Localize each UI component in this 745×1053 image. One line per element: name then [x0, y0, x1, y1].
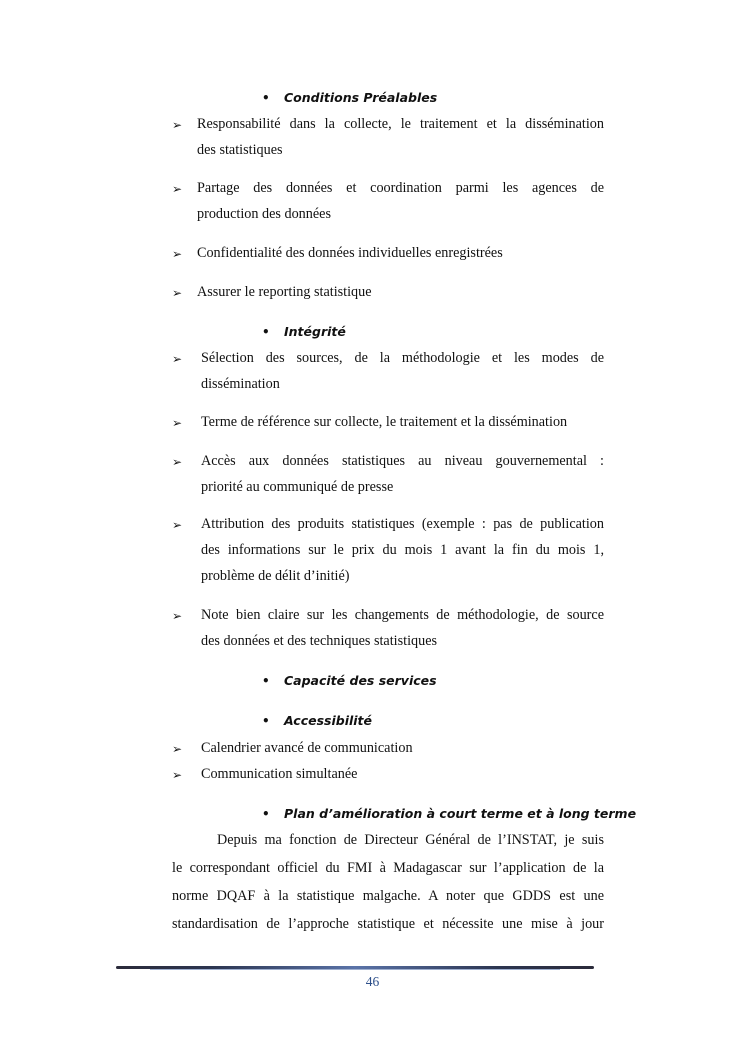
- arrow-bullet-icon: ➢: [172, 286, 183, 300]
- footer-divider-shadow: [150, 969, 560, 970]
- paragraph-line: le correspondant officiel du FMI à Madagascar sur l’application de la: [172, 860, 604, 876]
- section-heading-accessibilite: [262, 713, 372, 728]
- bullet-icon: •: [262, 714, 270, 728]
- section-heading-capacite: [262, 673, 437, 688]
- section-title: Conditions Préalables: [284, 90, 438, 105]
- list-item-text: Note bien claire sur les changements de méthodologie, de source: [201, 607, 604, 623]
- list-item-text: Communication simultanée: [201, 766, 358, 782]
- arrow-bullet-icon: ➢: [172, 742, 183, 756]
- list-item-text: Attribution des produits statistiques (exemple : pas de publication: [201, 516, 604, 532]
- paragraph-line: norme DQAF à la statistique malgache. A noter que GDDS est une: [172, 888, 604, 904]
- list-item-text: Sélection des sources, de la méthodologie et les modes de: [201, 350, 604, 366]
- page-number: 46: [365, 974, 380, 989]
- list-item-text: priorité au communiqué de presse: [201, 479, 394, 495]
- list-item-text: dissémination: [201, 376, 280, 392]
- list-item-text: Accès aux données statistiques au niveau gouvernemental :: [201, 453, 604, 469]
- arrow-bullet-icon: ➢: [172, 518, 183, 532]
- arrow-bullet-icon: ➢: [172, 609, 183, 623]
- arrow-bullet-icon: ➢: [172, 118, 183, 132]
- list-item-text: des statistiques: [197, 142, 283, 158]
- list-item-text: des informations sur le prix du mois 1 avant la fin du mois 1,: [201, 542, 604, 558]
- section-heading-conditions: [262, 90, 437, 105]
- arrow-bullet-icon: ➢: [172, 768, 183, 782]
- arrow-bullet-icon: ➢: [172, 352, 183, 366]
- list-item-text: problème de délit d’initié): [201, 568, 350, 584]
- arrow-bullet-icon: ➢: [172, 455, 183, 469]
- list-item-text: Confidentialité des données individuelles enregistrées: [197, 245, 503, 261]
- list-item-text: production des données: [197, 206, 331, 222]
- section-heading-integrite: [262, 324, 346, 339]
- section-title: Intégrité: [284, 324, 346, 339]
- arrow-bullet-icon: ➢: [172, 247, 183, 261]
- list-item-text: Responsabilité dans la collecte, le traitement et la dissémination: [197, 116, 604, 132]
- section-title: Capacité des services: [284, 673, 437, 688]
- bullet-icon: •: [262, 91, 270, 105]
- list-item-text: Assurer le reporting statistique: [197, 284, 372, 300]
- section-title: Plan d’amélioration à court terme et à long terme: [284, 806, 637, 821]
- arrow-bullet-icon: ➢: [172, 416, 183, 430]
- arrow-bullet-icon: ➢: [172, 182, 183, 196]
- paragraph-line: Depuis ma fonction de Directeur Général de l’INSTAT, je suis: [217, 832, 604, 848]
- bullet-icon: •: [262, 674, 270, 688]
- bullet-icon: •: [262, 325, 270, 339]
- list-item-text: Partage des données et coordination parmi les agences de: [197, 180, 604, 196]
- paragraph-line: standardisation de l’approche statistique et nécessite une mise à jour: [172, 916, 604, 932]
- section-heading-plan: [262, 806, 636, 821]
- section-title: Accessibilité: [284, 713, 373, 728]
- bullet-icon: •: [262, 807, 270, 821]
- list-item-text: des données et des techniques statistiques: [201, 633, 438, 649]
- list-item-text: Calendrier avancé de communication: [201, 740, 413, 756]
- list-item-text: Terme de référence sur collecte, le traitement et la dissémination: [201, 414, 568, 430]
